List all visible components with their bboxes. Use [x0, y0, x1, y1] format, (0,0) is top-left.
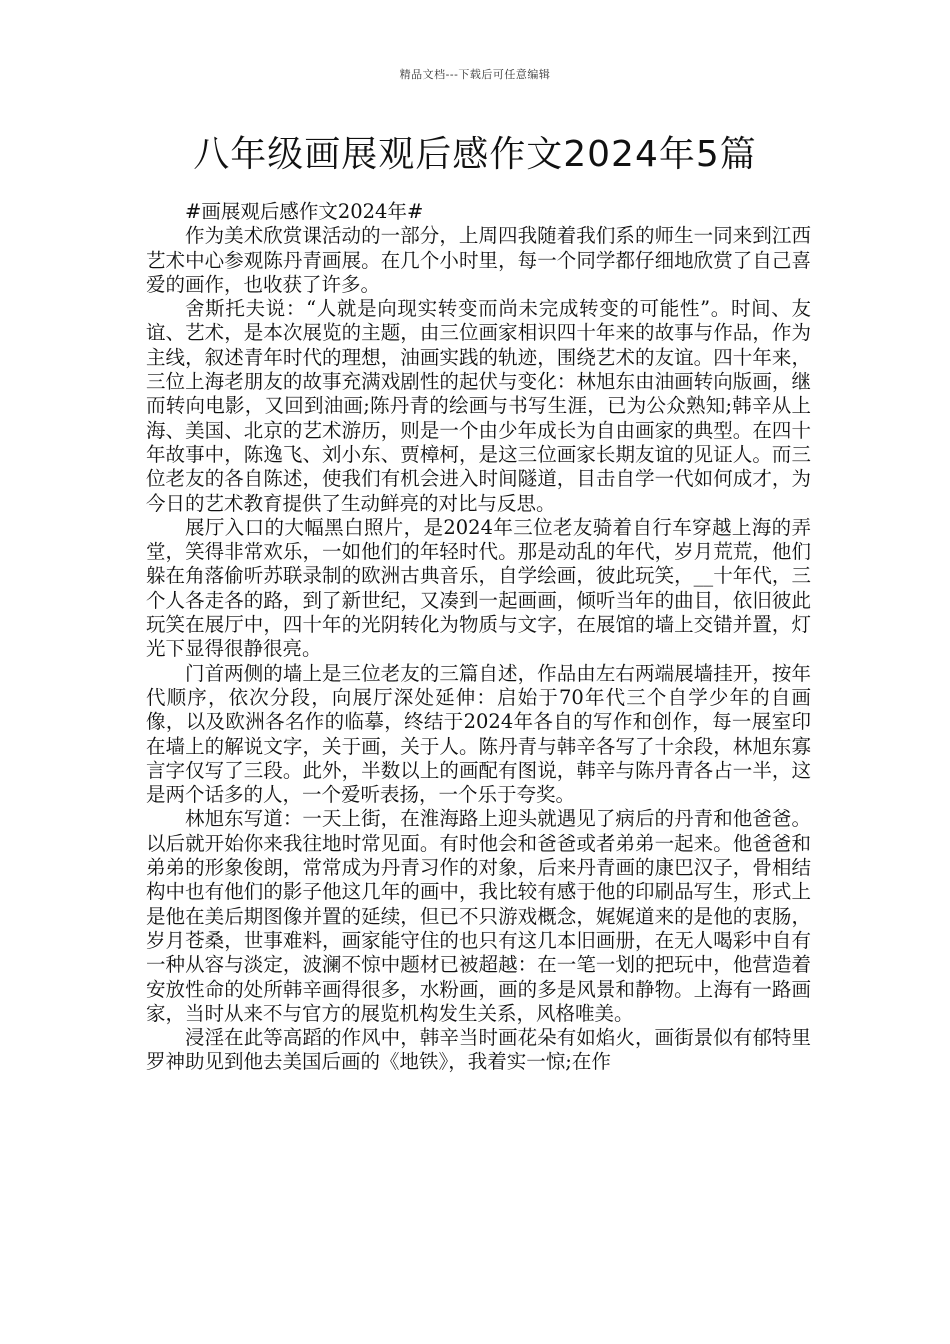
paragraph-theme: 舍斯托夫说：“人就是向现实转变而尚未完成转变的可能性”。时间、友谊、艺术，是本次展览的主题，由三位画家相识四十年来的故事与作品，作为主线，叙述青年时代的理想，油画实践的轨迹，围绕艺术的友谊。四十年来，三位上海老朋友的故事充满戏剧性的起伏与变化：林旭东由油画转向版画，继而转向电影，又回到油画;陈丹青的绘画与书写生涯，已为公众熟知;韩辛从上海、美国、北京的艺术游历，则是一个由少年成长为自由画家的典型。在四十年故事中，陈逸飞、刘小东、贾樟柯，是这三位画家长期友谊的见证人。而三位老友的各自陈述，使我们有机会进入时间隧道，目击自学一代如何成才，为今日的艺术教育提供了生动鲜亮的对比与反思。 — [146, 297, 811, 515]
header-note: 精品文档---下载后可任意编辑 — [399, 68, 551, 81]
paragraph-wall-statements: 门首两侧的墙上是三位老友的三篇自述，作品由左右两端展墙挂开，按年代顺序，依次分段，向展厅深处延伸：启始于70年代三个自学少年的自画像，以及欧洲各名作的临摹，终结于2024年各自的写作和创作，每一展室印在墙上的解说文字，关于画，关于人。陈丹青与韩辛各写了十余段，林旭东寡言字仅写了三段。此外，半数以上的画配有图说，韩辛与陈丹青各占一半，这是两个话多的人，一个爱听表扬，一个乐于夸奖。 — [146, 661, 811, 807]
document-title: 八年级画展观后感作文2024年5篇 — [193, 134, 757, 175]
paragraph-intro: 作为美术欣赏课活动的一部分，上周四我随着我们系的师生一同来到江西艺术中心参观陈丹青画展。在几个小时里，每一个同学都仔细地欣赏了自己喜爱的画作，也收获了许多。 — [146, 224, 811, 296]
paragraph-tag-line: #画展观后感作文2024年# — [185, 200, 424, 223]
document-body — [146, 200, 811, 1075]
paragraph-han-xin: 浸淫在此等高蹈的作风中，韩辛当时画花朵有如焰火，画街景似有郁特里罗神助见到他去美国后画的《地铁》，我着实一惊;在作 — [146, 1026, 811, 1074]
paragraph-entrance-photo: 展厅入口的大幅黑白照片，是2024年三位老友骑着自行车穿越上海的弄堂，笑得非常欢乐，一如他们的年轻时代。那是动乱的年代，岁月荒荒，他们躲在角落偷听苏联录制的欧洲古典音乐，自学绘画，彼此玩笑，__十年代，三个人各走各的路，到了新世纪，又凑到一起画画，倾听当年的曲目，依旧彼此玩笑在展厅中，四十年的光阴转化为物质与文字，在展馆的墙上交错并置，灯光下显得很静很亮。 — [146, 515, 811, 661]
paragraph-lin-xudong: 林旭东写道：一天上街，在淮海路上迎头就遇见了病后的丹青和他爸爸。以后就开始你来我往地时常见面。有时他会和爸爸或者弟弟一起来。他爸爸和弟弟的形象俊朗，常常成为丹青习作的对象，后来丹青画的康巴汉子，骨相结构中也有他们的影子他这几年的画中，我比较有感于他的印刷品写生，形式上是他在美后期图像并置的延续，但已不只游戏概念，娓娓道来的是他的衷肠，岁月苍桑，世事难料，画家能守住的也只有这几本旧画册，在无人喝彩中自有一种从容与淡定，波澜不惊中题材已被超越：在一笔一划的把玩中，他营造着安放性命的处所韩辛画得很多，水粉画，画的多是风景和静物。上海有一路画家，当时从来不与官方的展览机构发生关系，风格唯美。 — [146, 807, 811, 1025]
